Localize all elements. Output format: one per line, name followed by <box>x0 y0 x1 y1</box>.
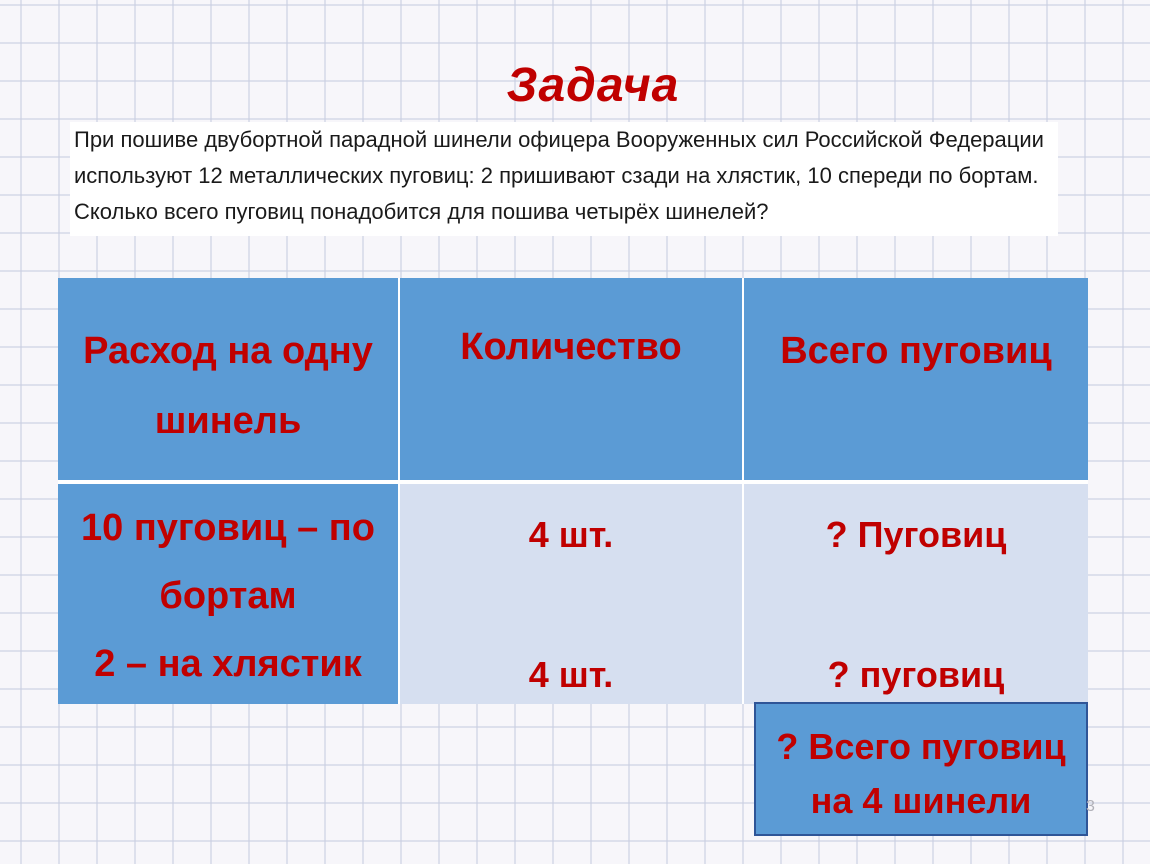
header-quantity: Количество <box>400 278 744 484</box>
total-value-1: ? Пуговиц <box>825 514 1007 555</box>
problem-text: При пошиве двубортной парадной шинели офицера Вооруженных сил Российской Федерации используют 12 металлических пуговиц: 2 пришивают сзади на хлястик, 10 спереди по бортам. Сколько всего пуговиц понадобится для пошива четырёх шинелей? <box>70 122 1058 236</box>
header-total: Всего пуговиц <box>744 278 1088 484</box>
slide-title: Задача <box>506 59 680 112</box>
quantity-value-1: 4 шт. <box>528 514 614 555</box>
summary-box: ? Всего пуговиц на 4 шинели <box>754 702 1088 836</box>
page-number: 3 <box>1086 798 1095 815</box>
cell-quantity <box>400 484 744 704</box>
consumption-line-2: 2 – на хлястик <box>94 643 362 685</box>
cell-consumption <box>58 484 400 704</box>
consumption-line-1: 10 пуговиц – по бортам <box>81 507 375 617</box>
total-value-2: ? пуговиц <box>827 654 1005 695</box>
data-table <box>58 278 1088 704</box>
header-consumption: Расход на одну шинель <box>58 278 400 484</box>
quantity-value-2: 4 шт. <box>528 654 614 695</box>
cell-total <box>744 484 1088 704</box>
